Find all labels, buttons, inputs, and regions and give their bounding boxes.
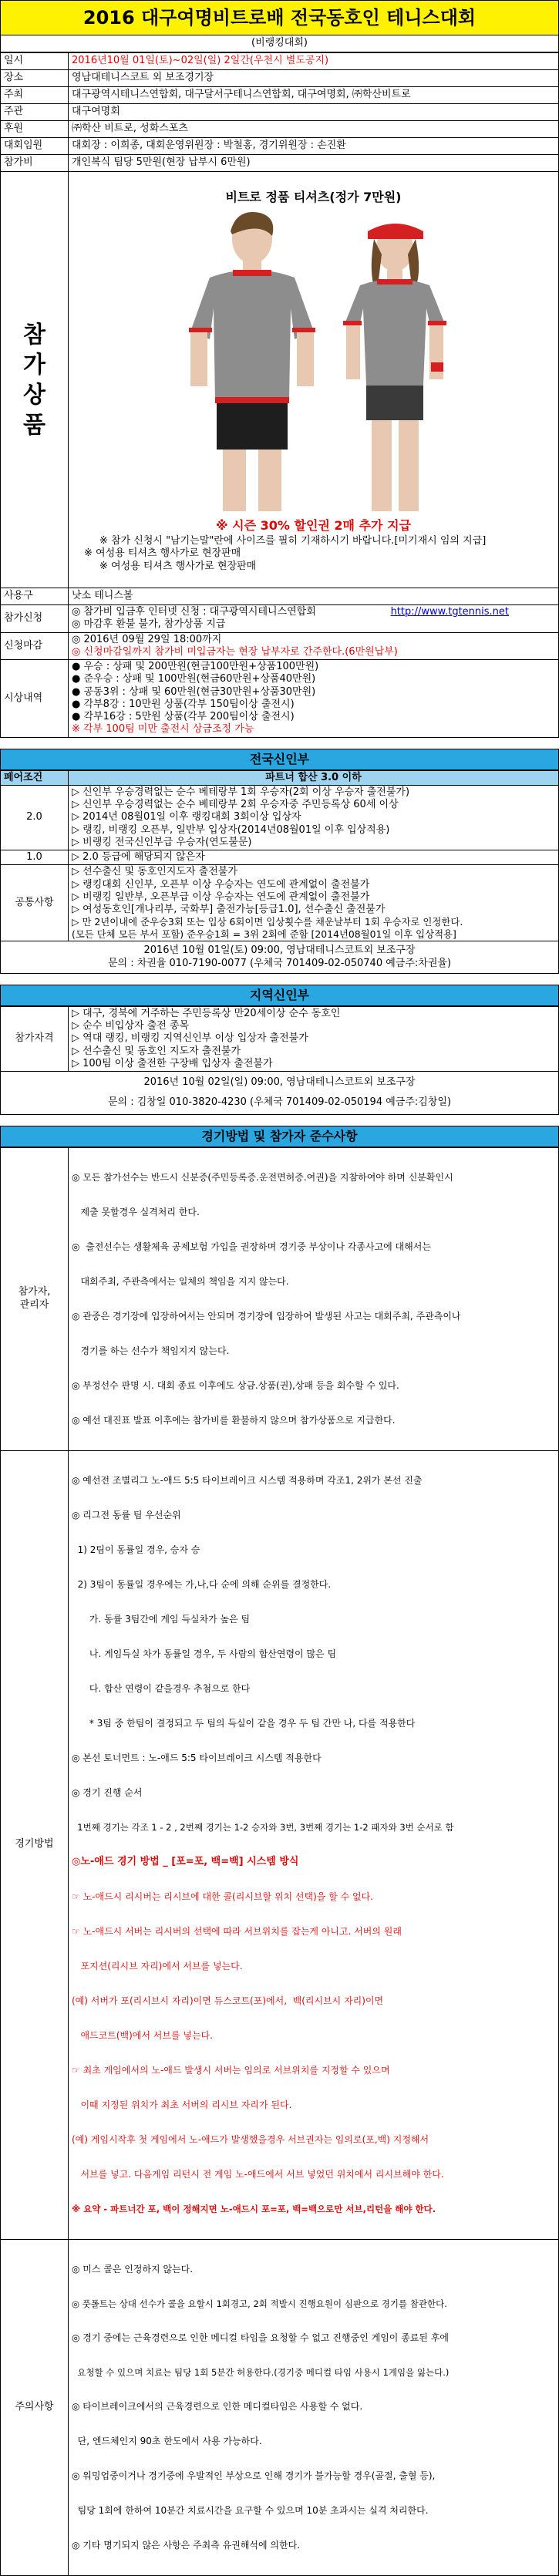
info-label: 일시 [1,53,69,70]
caution-item: ◎ 경기 중에는 근육경련으로 인한 메디컬 타임을 요청할 수 없고 진행중인 게임이 종료된 후에 [72,2332,555,2344]
award-item: ● 각부8강 : 10만원 상품(각부 150팀이상 출전시) [72,699,555,711]
info-value: 대구광역시테니스연합회, 대구달서구테니스연합회, 대구여명회, ㈜학산비트로 [69,87,559,104]
apply-line: ◎ 마감후 환불 불가, 참가상품 지급 [72,618,555,631]
regional-item: ▷ 순수 비입상자 출전 종목 [72,1020,555,1032]
award-note: ※ 각부 100팀 미만 출전시 상금조정 가능 [72,723,555,736]
method-item: 다. 합산 연령이 같을경우 추첨으로 한다 [72,1683,555,1695]
grade-item: ▷ 랭킹, 비랭킹 오픈부, 일반부 입상자(2014년08월01일 이후 입상적용) [72,824,555,837]
method-item: 2) 3팀이 동률일 경우에는 가,나,다 순에 의해 순위를 결정한다. [72,1579,555,1591]
caution-label: 주의사항 [1,2239,69,2576]
caution-item: 요청할 수 있으며 치료는 팀당 1회 5분간 허용한다.(경기중 메디컬 타임 사용시 1게임을 잃는다.) [72,2367,555,2378]
apply-row [1,605,559,633]
info-value: 대구여명회 [69,104,559,121]
prize-note: ※ 참가 신청시 "남기는말"란에 사이즈를 필히 기재하시기 바랍니다.[미기재시 임의 지급] [69,535,558,547]
awards-label: 시상내역 [1,660,69,738]
deadline-label: 신청마감 [1,632,69,660]
prize-note: ※ 여성용 티셔츠 행사가로 현장판매 [69,547,558,560]
grade-20-row [1,785,559,850]
participant-row [1,1147,559,1450]
info-label: 주최 [1,87,69,104]
pair-condition-header: 페어조건 [1,770,69,785]
apply-label: 참가신청 [1,605,69,633]
common-item: ▷ 선수출신 및 동호인지도자 출전불가 [72,866,555,878]
caution-row [1,2239,559,2576]
method-item: 나. 게임득실 차가 동률일 경우, 두 사람의 합산연령이 많은 팀 [72,1648,555,1660]
grade-item: ▷ 신인부 우승경력없는 순수 베테랑부 1회 우승자(2회 이상 우승자 출전불가) [72,786,555,799]
deadline-row [1,632,559,660]
page-subtitle: (비랭킹대회) [0,35,559,52]
noad-title: ◎노-애드 경기 방법 _ [포=포, 백=백] 시스템 방식 [72,1856,555,1868]
regional-table [0,1006,559,1115]
noad-item: 애드코트(백)에서 서브를 넣는다. [72,2030,555,2042]
regional-contact: 문의 : 김창일 010-3820-4230 (우체국 701409-02-050194 예금주:김창일) [1,1096,558,1109]
info-value: 2016년10월 01일(토)~02일(일) 2일간(우천시 별도공지) [69,53,559,70]
method-item: * 3팀 중 한팀이 결정되고 두 팀의 득실이 같을 경우 두 팀 간만 나, 다를 적용한다 [72,1718,555,1729]
grade-item: ▷ 2014년 08월01일 이후 랭킹대회 3회이상 입상자 [72,811,555,823]
rule-item: 경기를 하는 선수가 책임지지 않는다. [72,1345,555,1357]
info-row-fee [1,155,559,172]
product-photo [136,208,491,517]
noad-item: 이때 지정된 위치가 최초 서버의 리시브 자리가 된다. [72,2100,555,2111]
info-value: 대회장 : 이희종, 대회운영위원장 : 박철홍, 경기위원장 : 손진환 [69,138,559,155]
method-item: ◎ 예선전 조별리그 노-애드 5:5 타이브레이크 시스템 적용하며 각조1, 2위가 본선 진출 [72,1475,555,1487]
caution-item: 단, 엔드체인지 90초 한도에서 사용 가능하다. [72,2436,555,2447]
noad-item: (예) 서버가 포(리시브시 자리)이면 듀스코트(포)에서, 백(리시브시 자리)이면 [72,1995,555,2007]
rule-item: ◎ 부정선수 판명 시. 대회 종료 이후에도 상금.상품(권),상패 등을 회수할 수 있다. [72,1380,555,1392]
noad-summary: ※ 요약 - 파트너간 포, 백이 정해지면 노-애드시 포=포, 백=백으로만 서브,리턴을 해야 한다. [72,2204,555,2214]
noad-item: ☞ 최초 게임에서의 노-애드 발생시 서버는 임의로 서브위치를 지정할 수 있으며 [72,2065,555,2076]
prize-label [1,172,69,588]
regional-qual-row [1,1006,559,1071]
award-item: ● 준우승 : 상패 및 100만원(현금60만원+상품40만원) [72,673,555,685]
regional-item: ▷ 선수출신 및 동호인 지도자 출전불가 [72,1046,555,1058]
participant-label: 참가자, 관리자 [1,1147,69,1450]
grade-20-label: 2.0 [1,785,69,850]
rule-item: 대회주최, 주관측에서는 일체의 책임을 지지 않는다. [72,1276,555,1288]
ball-value: 낫소 테니스볼 [69,588,559,605]
method-item: ◎ 리그전 동률 팀 우선순위 [72,1510,555,1521]
info-label: 대회임원 [1,138,69,155]
regional-item: ▷ 대구, 경북에 거주하는 주민등록상 만20세이상 순수 동호인 [72,1008,555,1020]
info-label: 주관 [1,104,69,121]
method-item: ◎ 경기 진행 순서 [72,1787,555,1799]
rule-item: ◎ 예선 대진표 발표 이후에는 참가비를 환불하지 않으며 참가상품으로 지급한다. [72,1415,555,1426]
award-item: ● 우승 : 상패 및 200만원(현금100만원+상품100만원) [72,661,555,673]
info-value: 영남대테니스코트 외 보조경기장 [69,70,559,87]
national-table [0,770,559,974]
common-item: ▷ 여성동호인[개나리부, 국화부] 출전가능[등급1.0], 선수출신 출전불가 [72,904,555,916]
national-date-row [1,941,559,974]
info-row-sponsor [1,121,559,138]
noad-item: ☞ 노-애드시 리시버는 리시브에 대한 콜(리시브할 위치 선택)을 할 수 없다. [72,1891,555,1903]
rule-item: ◎ 관중은 경기장에 입장하여서는 안되며 경기장에 입장하여 발생된 사고는 대회주최, 주관측이나 [72,1311,555,1322]
noad-item: 포지션(리시브 자리)에서 서브를 넣는다. [72,1961,555,1972]
regional-date: 2016년 10월 02일(일) 09:00, 영남대테니스코트외 보조구장 [1,1076,558,1089]
sale-notice: ※ 시즌 30% 할인권 2매 추가 지급 [69,517,558,535]
apply-line: ◎ 참가비 입금후 인터넷 신청 : 대구광역시테니스연합회 [72,606,316,618]
info-label: 장소 [1,70,69,87]
section-national: 전국신인부 [0,749,559,770]
rules-table [0,1147,559,2576]
info-table [0,52,559,738]
grade-item: ▷ 비랭킹 전국신인부급 우승자(연도불문) [72,837,555,849]
award-item: ● 각부16강 : 5만원 상품(각부 200팀이상 출전시) [72,711,555,723]
caution-item: ◎ 타이브레이크에서의 근육경련으로 인한 메디컬타임은 사용할 수 없다. [72,2401,555,2413]
noad-item: 서브를 넣고. 다음게임 리턴시 전 게임 노-애드에서 서브 넣었던 위치에서 리시브해야 한다. [72,2169,555,2180]
prize-row [1,172,559,588]
ball-row [1,588,559,605]
method-row [1,1450,559,2239]
info-row-date [1,53,559,70]
rule-item: ◎ 모든 참가선수는 반드시 신분증(주민등록증.운전면허증.여권)을 지참하여야 하며 신분확인시 [72,1172,555,1184]
caution-item: ◎ 풋폴트는 상대 선수가 콜을 요할시 1회경고, 2회 적발시 진행요원이 심판으로 경기를 참관한다. [72,2298,555,2309]
common-label: 공통사항 [1,865,69,941]
info-label: 후원 [1,121,69,138]
caution-item: 팀당 1회에 한하여 10분간 치료시간을 요구할 수 있으며 10분 초과시는 실격 처리한다. [72,2505,555,2517]
info-row-organizer [1,104,559,121]
prize-label-text: 참가상품 [22,320,48,440]
regional-qual-label: 참가자격 [1,1006,69,1071]
tshirt-models-image [136,208,491,517]
noad-item: (예) 게임시작후 첫 게임에서 노-애드가 발생했을경우 서브권자는 임의로(포,백) 지정해서 [72,2134,555,2146]
deadline-warning: ◎ 신청마감일까지 참가비 미입금자는 현장 납부자로 간주한다.(6만원납부) [72,646,555,658]
prize-note: ※ 여성용 티셔츠 행사가로 현장판매 [69,561,558,573]
pair-sum-header: 파트너 합산 3.0 이하 [69,770,559,785]
deadline-line: ◎ 2016년 09월 29일 18:00까지 [72,634,555,646]
grade-item: ▷ 2.0 등급에 해당되지 않은자 [69,850,559,865]
caution-item: ◎ 미스 콜은 인정하지 않는다. [72,2264,555,2275]
apply-url-link[interactable]: http://www.tgtennis.net [391,606,555,618]
info-row-host [1,87,559,104]
info-row-officials [1,138,559,155]
common-item: ▷ 랭킹대회 신인부, 오픈부 이상 우승자는 연도에 관계없이 출전불가 [72,879,555,891]
method-item: 가. 동률 3팀간에 게임 득실차가 높은 팀 [72,1614,555,1625]
method-item: 1번째 경기는 각조 1 - 2 , 2번째 경기는 1-2 승자와 3번, 3번째 경기는 1-2 패자와 3번 순서로 함 [72,1822,555,1833]
common-item: ▷ 비랭킹 일반부, 오픈부급 이상 우승자는 연도에 관계없이 출전불가 [72,891,555,904]
info-value: ㈜학산 비트로, 성화스포츠 [69,121,559,138]
rule-item: 제출 못할경우 실격처리 한다. [72,1207,555,1218]
common-row [1,865,559,941]
method-item: ◎ 본선 토너먼트 : 노-애드 5:5 타이브레이크 시스템 적용한다 [72,1753,555,1764]
common-item: ▷ 만 2년이내에 준우승3회 또는 입상 6회이면 입상횟수를 채운날부터 1회 우승자로 인정한다. [72,916,555,928]
award-item: ● 공동3위 : 상패 및 60만원(현금30만원+상품30만원) [72,686,555,699]
caution-item: ◎ 기타 명기되지 않은 사항은 주최측 유권해석에 의한다. [72,2540,555,2551]
awards-row [1,660,559,738]
method-item: 1) 2팀이 동률일 경우, 승자 승 [72,1544,555,1556]
grade-10-label: 1.0 [1,850,69,865]
grade-10-row [1,850,559,865]
noad-item: ☞ 노-애드시 서버는 리시버의 선택에 따라 서브위치를 잡는게 아니고. 서버의 원래 [72,1926,555,1938]
section-rules: 경기방법 및 참가자 준수사항 [0,1126,559,1147]
ball-label: 사용구 [1,588,69,605]
info-value: 개인복식 팀당 5만원(현장 납부시 6만원) [69,155,559,172]
national-contact: 문의 : 차권율 010-7190-0077 (우체국 701409-02-050740 예금주:차권율) [1,958,558,970]
section-regional: 지역신인부 [0,985,559,1006]
page-title: 2016 대구여명비트로배 전국동호인 테니스대회 [0,0,559,35]
national-date: 2016년 10월 01일(토) 09:00, 영남대테니스코트외 보조구장 [1,945,558,957]
info-row-place [1,70,559,87]
regional-item: ▷ 역대 랭킹, 비랭킹 지역신인부 이상 입상자 출전불가 [72,1032,555,1045]
regional-item: ▷ 100팀 이상 출전한 구장배 입상자 출전불가 [72,1058,555,1070]
common-item: (모든 단체 모든 부서 포함) 준우승1회 = 3위 2회에 준함 [2014년08월01일 이후 입상적용] [72,928,555,941]
info-label: 참가비 [1,155,69,172]
method-label: 경기방법 [1,1450,69,2239]
pair-header-row [1,770,559,785]
rule-item: ◎ 출전선수는 생활체육 공제보험 가입을 권장하며 경기중 부상이나 각종사고에 대해서는 [72,1241,555,1253]
product-title: 비트로 정품 티셔츠(정가 7만원) [69,187,558,208]
grade-item: ▷ 신인부 우승경력없는 순수 베테랑부 2회 우승자중 주민등록상 60세 이상 [72,799,555,811]
regional-date-row [1,1072,559,1115]
caution-item: ◎ 워밍업중이거나 경기중에 우발적인 부상으로 인해 경기가 불가능할 경우(골절, 출혈 등), [72,2470,555,2482]
